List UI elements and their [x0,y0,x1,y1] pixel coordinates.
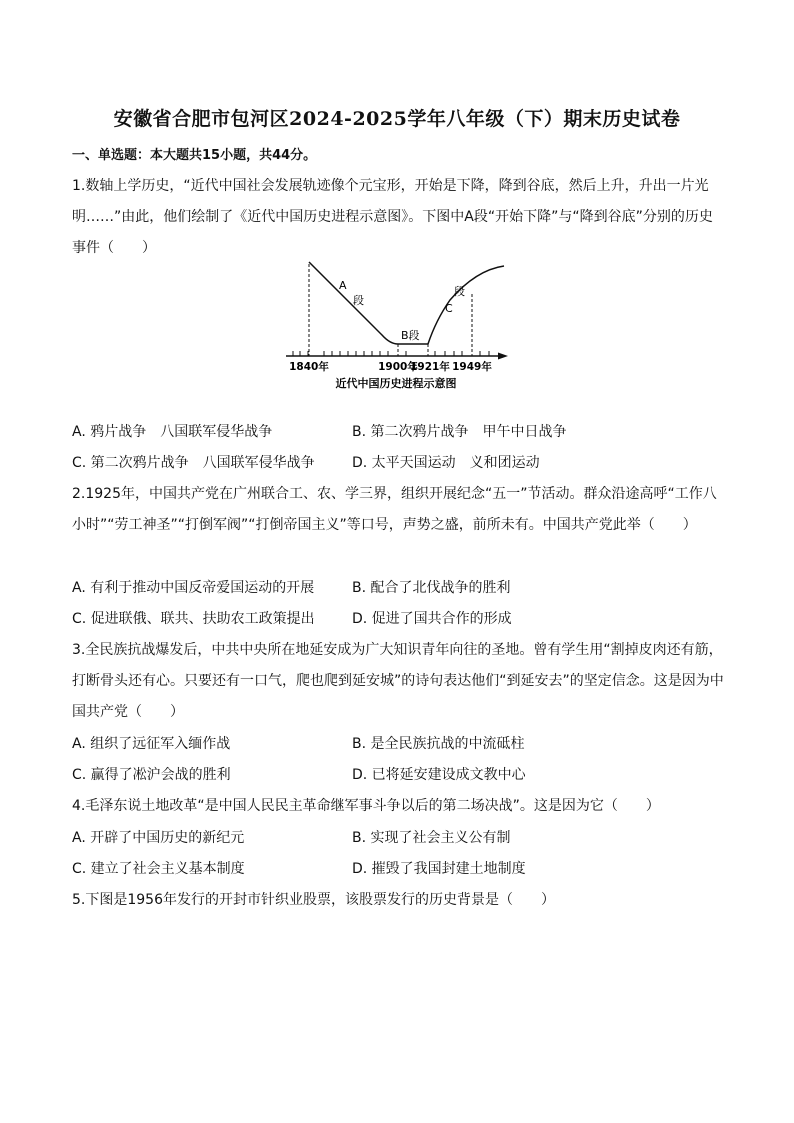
history-process-diagram [284,258,514,396]
q2-option-d[interactable]: D. 促进了国共合作的形成 [352,611,512,627]
segment-a-label: A [339,279,347,292]
question-4-stem: 4.毛泽东说土地改革“是中国人民民主革命继军事斗争以后的第二场决战”。这是因为它（ ） [72,798,660,814]
section-heading: 一、单选题：本大题共15小题，共44分。 [72,148,317,163]
q3-option-a[interactable]: A. 组织了远征军入缅作战 [72,736,231,752]
q1-option-b[interactable]: B. 第二次鸦片战争 甲午中日战争 [352,424,567,440]
year-label: 1949年 [452,361,492,373]
segment-c-duan: 段 [454,285,465,298]
q4-option-a[interactable]: A. 开辟了中国历史的新纪元 [72,830,245,846]
exam-title: 安徽省合肥市包河区2024-2025学年八年级（下）期末历史试卷 [113,108,681,130]
segment-b-label: B段 [401,329,420,342]
axis-ticks [293,351,489,356]
year-label: 1840年 [289,361,329,373]
q4-option-d[interactable]: D. 摧毁了我国封建土地制度 [352,861,526,877]
question-2-stem: 2.1925年，中国共产党在广州联合工、农、学三界，组织开展纪念“五一”节活动。群众沿途高呼“工作八小时”“劳工神圣”“打倒军阀”“打倒帝国主义”等口号，声势之盛，前所未有。中国共产党此举（ ） [72,486,717,533]
question-1-stem: 1.数轴上学历史，“近代中国社会发展轨迹像个元宝形，开始是下降，降到谷底，然后上升，升出一片光明……”由此，他们绘制了《近代中国历史进程示意图》。下图中A段“开始下降”与“降到谷底”分别的历史事件（ ） [72,178,713,256]
year-label: 1921年 [410,361,450,373]
q1-option-d[interactable]: D. 太平天国运动 义和团运动 [352,455,540,471]
q4-option-c[interactable]: C. 建立了社会主义基本制度 [72,861,245,877]
q2-option-b[interactable]: B. 配合了北伐战争的胜利 [352,580,511,596]
question-3-stem: 3.全民族抗战爆发后，中共中央所在地延安成为广大知识青年向往的圣地。曾有学生用“割掉皮肉还有筋，打断骨头还有心。只要还有一口气，爬也爬到延安城”的诗句表达他们“到延安去”的坚定信念。这是因为中国共产党（ ） [72,642,724,720]
axis-arrow [498,353,508,360]
q3-option-d[interactable]: D. 已将延安建设成文教中心 [352,767,526,783]
segment-a-duan: 段 [353,294,364,307]
q1-option-a[interactable]: A. 鸦片战争 八国联军侵华战争 [72,424,273,440]
segment-c-label: C [445,302,453,315]
q2-option-c[interactable]: C. 促进联俄、联共、扶助农工政策提出 [72,611,315,627]
q3-option-b[interactable]: B. 是全民族抗战的中流砥柱 [352,736,525,752]
year-label: 1900年 [378,361,418,373]
diagram-caption: 近代中国历史进程示意图 [335,377,457,390]
q4-option-b[interactable]: B. 实现了社会主义公有制 [352,830,511,846]
question-5-stem: 5.下图是1956年发行的开封市针织业股票，该股票发行的历史背景是（ ） [72,892,555,908]
q1-option-c[interactable]: C. 第二次鸦片战争 八国联军侵华战争 [72,455,315,471]
q3-option-c[interactable]: C. 赢得了凇沪会战的胜利 [72,767,231,783]
q2-option-a[interactable]: A. 有利于推动中国反帝爱国运动的开展 [72,580,315,596]
